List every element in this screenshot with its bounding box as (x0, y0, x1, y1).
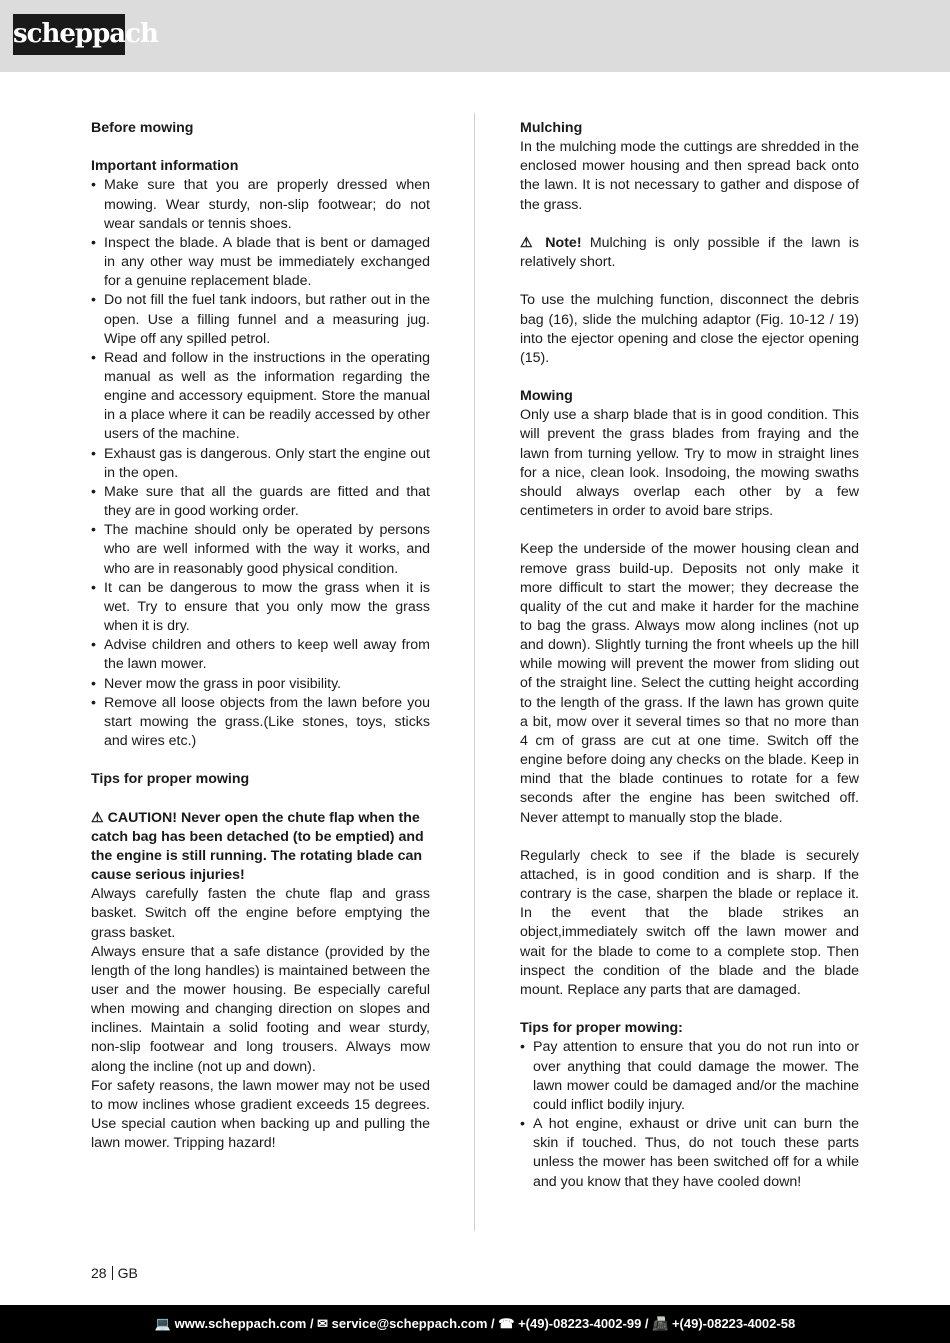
list-item: • Never mow the grass in poor visibility. (91, 675, 430, 694)
scheppach-logo: scheppach (13, 14, 125, 55)
list-item: • Make sure that all the guards are fitted and that they are in good working order. (91, 483, 430, 521)
before-mowing-heading: Before mowing (91, 120, 194, 136)
chute-flap-paragraph: Always carefully fasten the chute flap and grass basket. Switch off the engine before emptying the grass basket. (91, 886, 430, 941)
mulching-use-paragraph: To use the mulching function, disconnect the debris bag (16), slide the mulching adaptor (Fig. 10-12 / 19) into the ejector opening and close the ejector opening (15). (520, 292, 859, 366)
list-item: • Advise children and others to keep well away from the lawn mower. (91, 636, 430, 674)
list-item: • Remove all loose objects from the lawn before you start mowing the grass.(Like stones, toys, sticks and wires etc.) (91, 694, 430, 751)
tips-heading: Tips for proper mowing (91, 771, 250, 788)
page-header (0, 0, 950, 72)
inclines-paragraph: For safety reasons, the lawn mower may not be used to mow inclines whose gradient exceeds 15 degrees. Use special caution when backing up and pulling the lawn mower. Tripping hazard! (91, 1077, 430, 1152)
blade-check-paragraph: Regularly check to see if the blade is securely attached, is in good condition and is sharp. If the contrary is the case, sharpen the blade or replace it. In the event that the blade strikes an object,immediately switch off the lawn mower and wait for the blade to come to a complete stop. Then inspect the condition of the blade and the blade mount. Replace any parts that are damaged. (520, 847, 859, 998)
important-information-list (91, 176, 430, 751)
left-column (91, 119, 430, 1153)
mowing-heading: Mowing (520, 388, 573, 405)
underside-paragraph: Keep the underside of the mower housing clean and remove grass build-up. Deposits not only make it more difficult to start the mower; they decrease the quality of the cut and make it harder for the machine to bag the grass. Always mow along inclines (not up and down). Slightly turning the front wheels up the hill while mowing will prevent the mower from sliding out of the straight line. Select the cutting height according to the length of the grass. If the lawn has grown quite a bit, mow over it several times so that no more than 4 cm of grass are cut at one time. Switch off the engine before doing any checks on the blade. Keep in mind that the blade continues to rotate for a few seconds after the engine has been switched off. Never attempt to manually stop the blade. (520, 541, 859, 826)
page-number (91, 1265, 138, 1281)
list-item: • Pay attention to ensure that you do not run into or over anything that could damage the mower. The lawn mower could be damaged and/or the machine could inflict bodily injury. (520, 1038, 859, 1115)
list-item: • Read and follow in the instructions in the operating manual as well as the information regarding the engine and accessory equipment. Store the manual in a place where it can be readily accessed by other users of the machine. (91, 349, 430, 445)
mulching-paragraph: In the mulching mode the cuttings are shredded in the enclosed mower housing and then spread back onto the lawn. It is not necessary to gather and dispose of the grass. (520, 139, 859, 213)
note-text: Mulching is only possible if the lawn is relatively short. (520, 234, 859, 271)
tips-proper-mowing-heading: Tips for proper mowing: (520, 1020, 683, 1037)
list-item: • The machine should only be operated by persons who are well informed with the way it works, and who are in reasonably good physical condition. (91, 521, 430, 578)
page-number-separator (112, 1266, 113, 1280)
footer-email: ✉ service@scheppach.com / (313, 1316, 495, 1331)
safe-distance-paragraph: Always ensure that a safe distance (provided by the length of the long handles) is maintained between the user and the mower housing. Be especially careful when mowing and changing direction on slopes and inclines. Maintain a solid footing and wear sturdy, non-slip footwear and long trousers. Always mow along the incline (not up and down). (91, 943, 430, 1075)
note-paragraph (520, 234, 859, 272)
page-number-value: 28 (91, 1265, 107, 1281)
page-footer (0, 1305, 950, 1343)
note-label: ⚠ Note! (520, 234, 582, 251)
list-item: • A hot engine, exhaust or drive unit can burn the skin if touched. Thus, do not touch these parts unless the mower has been switched off for a while and you know that they have cooled down! (520, 1115, 859, 1192)
footer-website: 💻 www.scheppach.com / (154, 1316, 314, 1331)
list-item: • Do not fill the fuel tank indoors, but rather out in the open. Use a filling funnel and a measuring jug. Wipe off any spilled petrol. (91, 291, 430, 348)
list-item: • It can be dangerous to mow the grass when it is wet. Try to ensure that you only mow the grass when it is dry. (91, 579, 430, 636)
list-item: • Make sure that you are properly dressed when mowing. Wear sturdy, non-slip footwear; do not wear sandals or tennis shoes. (91, 176, 430, 233)
important-information-heading: Important information (91, 158, 239, 175)
right-column (520, 119, 859, 1192)
caution-warning: ⚠ CAUTION! Never open the chute flap when the catch bag has been detached (to be emptied) and the engine is still running. The rotating blade can cause serious injuries! (91, 809, 424, 884)
column-divider (474, 113, 475, 1231)
footer-phone: ☎ +(49)-08223-4002-99 / (494, 1316, 649, 1331)
list-item: • Inspect the blade. A blade that is bent or damaged in any other way must be immediately exchanged for a genuine replacement blade. (91, 234, 430, 291)
mulching-heading: Mulching (520, 120, 583, 136)
footer-fax: 📠 +(49)-08223-4002-58 (648, 1316, 796, 1331)
language-code: GB (117, 1265, 138, 1281)
list-item: • Exhaust gas is dangerous. Only start the engine out in the open. (91, 445, 430, 483)
mowing-paragraph: Only use a sharp blade that is in good condition. This will prevent the grass blades from fraying and the lawn from turning yellow. Try to mow in straight lines for a nice, clean look. Insodoing, the mowing swaths should always overlap each other by a few centimeters in order to avoid bare strips. (520, 407, 859, 520)
tips-list (520, 1038, 859, 1191)
